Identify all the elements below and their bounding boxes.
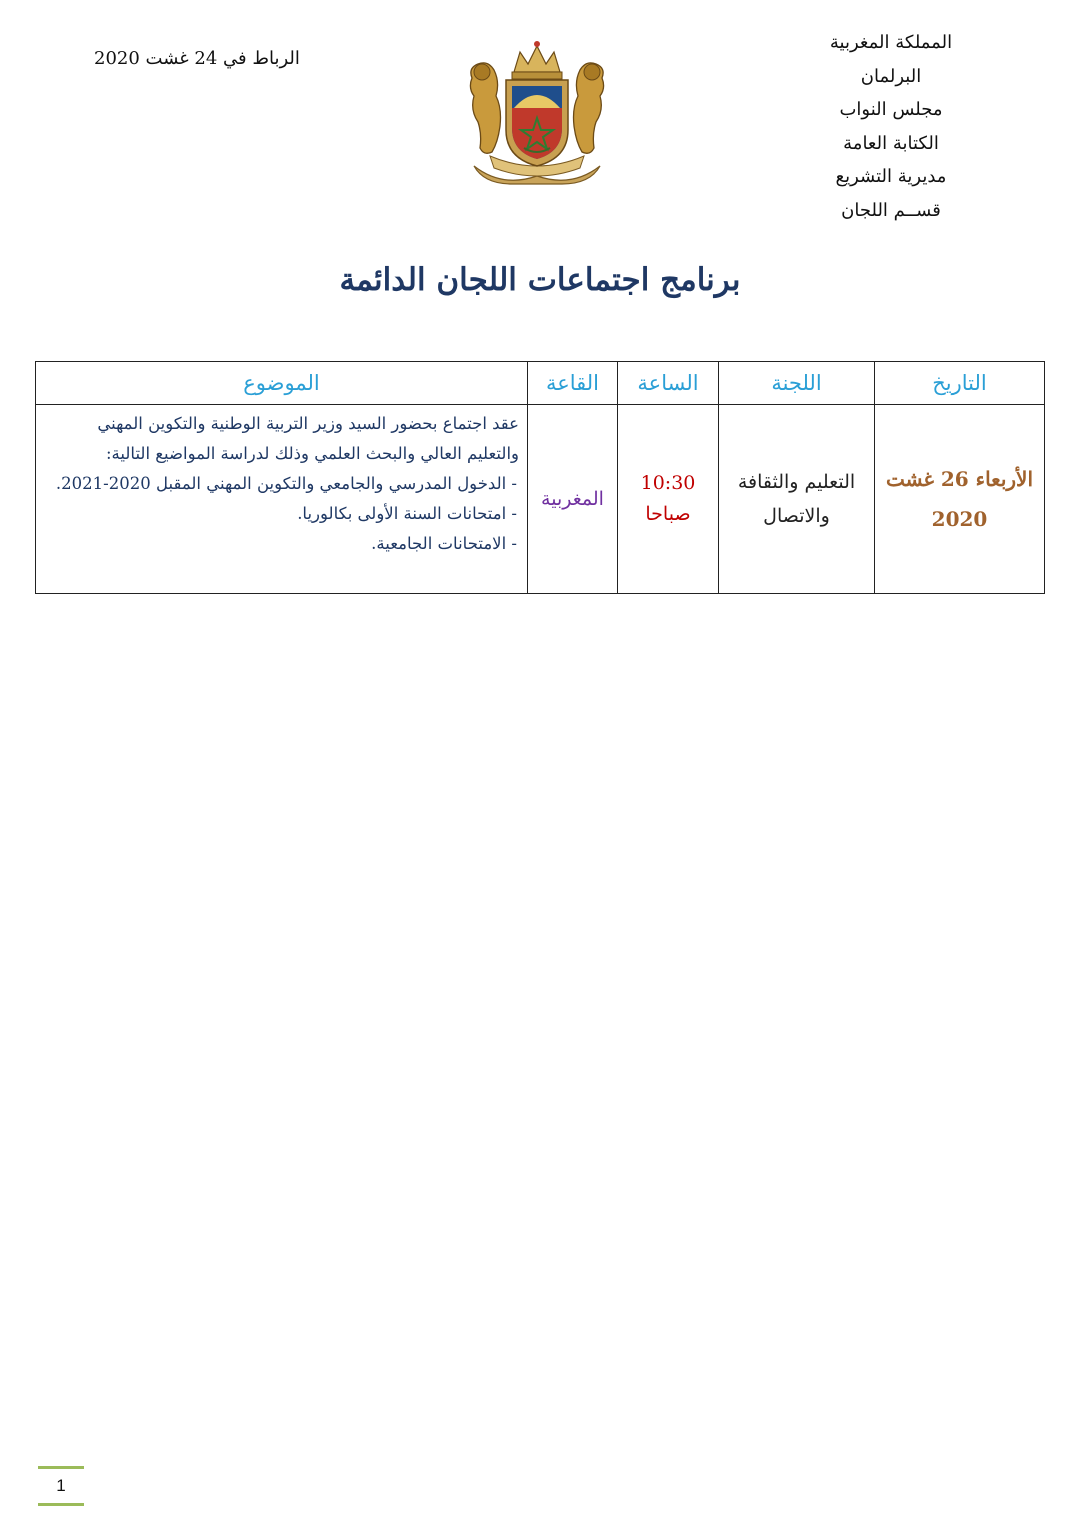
org-line-parliament: البرلمان [860,65,922,87]
org-line-secretariat: الكتابة العامة [843,132,939,154]
column-header-time: الساعة [618,362,719,405]
committee-name-line2: والاتصال [763,505,830,527]
meeting-subject-cell [36,405,528,594]
page-number: 1 [56,1476,66,1495]
meeting-date-cell [875,405,1045,594]
meeting-time-cell [618,405,719,594]
coat-of-arms-icon [462,38,612,186]
place-date: الرباط في 24 غشت 2020 [94,48,300,69]
issuing-authority-block [806,26,976,227]
subject-item-baccalaureate-exams: - امتحانات السنة الأولى بكالوريا. [297,504,517,523]
column-header-date: التاريخ [875,362,1045,405]
meeting-time-value: 10:30 [640,472,696,494]
column-header-subject: الموضوع [36,362,528,405]
meeting-time-period: صباحا [645,503,691,525]
subject-item-university-exams: - الامتحانات الجامعية. [371,534,517,553]
meeting-date-year: 2020 [931,507,988,531]
subject-item-school-entry: - الدخول المدرسي والجامعي والتكوين المهني المقبل 2020-2021. [55,474,517,493]
meetings-schedule-table [35,361,1045,594]
committee-cell [719,405,875,594]
page-footer [38,1466,84,1506]
committee-name-line1: التعليم والثقافة [737,471,856,493]
meeting-room-cell: المغربية [528,405,618,594]
document-title: برنامج اجتماعات اللجان الدائمة [339,262,741,298]
org-line-kingdom: المملكة المغربية [829,32,953,53]
subject-intro: عقد اجتماع بحضور السيد وزير التربية الوطنية والتكوين المهني والتعليم العالي والبحث العلمي وذلك لدراسة المواضيع التالية: [97,414,519,463]
org-line-directorate: مديرية التشريع [835,166,947,187]
table-row [36,405,1045,594]
table-header-row [36,362,1045,405]
column-header-committee: اللجنة [719,362,875,405]
footer-bottom-rule [38,1503,84,1506]
org-line-house: مجلس النواب [839,99,943,120]
meeting-date-day: الأربعاء 26 غشت [885,467,1034,491]
column-header-room: القاعة [528,362,618,405]
org-line-division: قســم اللجان [841,199,941,221]
